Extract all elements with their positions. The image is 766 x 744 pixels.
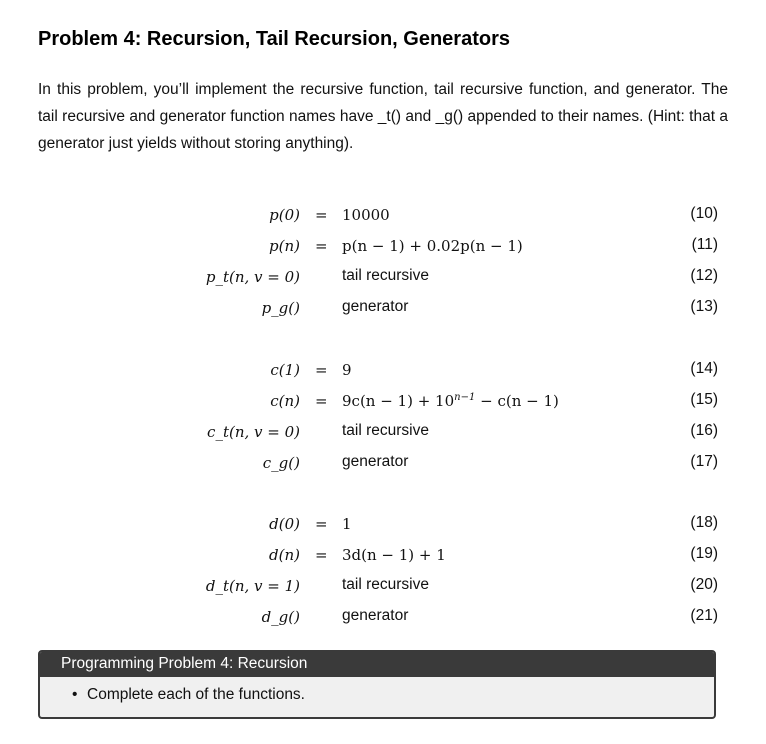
equation-rhs: 9 xyxy=(342,361,352,379)
programming-problem-body xyxy=(40,677,714,719)
equation-lhs: c(n) xyxy=(270,392,300,410)
equation-row xyxy=(0,293,766,324)
equation-rhs: 3d(n − 1) + 1 xyxy=(342,546,446,564)
equation-lhs: d_g() xyxy=(261,608,300,626)
programming-problem-header: Programming Problem 4: Recursion xyxy=(40,652,714,677)
equation-lhs: d(0) xyxy=(269,515,300,533)
equation-row xyxy=(0,602,766,633)
equation-rhs-rest: − c(n − 1) xyxy=(475,392,559,410)
equation-lhs: p(n) xyxy=(269,237,300,255)
equation-number: (20) xyxy=(690,576,718,593)
equation-number: (10) xyxy=(690,205,718,222)
equation-row xyxy=(0,231,766,262)
equation-number: (15) xyxy=(690,391,718,408)
equation-lhs: c_t(n, v = 0) xyxy=(207,423,300,441)
bullet-icon: • xyxy=(72,686,78,703)
equation-relation: = xyxy=(315,361,328,379)
programming-problem-box xyxy=(38,650,716,719)
equation-relation: = xyxy=(315,515,328,533)
equation-number: (19) xyxy=(690,545,718,562)
equation-row xyxy=(0,386,766,417)
equation-row xyxy=(0,571,766,602)
equation-rhs: tail recursive xyxy=(342,422,429,439)
equation-row xyxy=(0,509,766,540)
equation-number: (16) xyxy=(690,422,718,439)
equation-lhs: p_g() xyxy=(261,299,300,317)
problem-title: Problem 4: Recursion, Tail Recursion, Generators xyxy=(38,28,510,50)
equation-number: (11) xyxy=(691,236,718,253)
equation-row xyxy=(0,262,766,293)
equation-lhs: p_t(n, v = 0) xyxy=(205,268,300,286)
equation-number: (17) xyxy=(690,453,718,470)
equation-row xyxy=(0,448,766,479)
equation-rhs-exponent: n−1 xyxy=(454,392,476,403)
equation-rhs: 1 xyxy=(342,515,352,533)
equation-relation: = xyxy=(315,546,328,564)
equation-lhs: c_g() xyxy=(262,454,300,472)
equation-rhs: tail recursive xyxy=(342,267,429,284)
equation-relation: = xyxy=(315,237,328,255)
list-item-text: Complete each of the functions. xyxy=(87,686,305,703)
equation-rhs: generator xyxy=(342,453,409,470)
equation-number: (18) xyxy=(690,514,718,531)
equation-lhs: c(1) xyxy=(270,361,300,379)
equation-number: (13) xyxy=(690,298,718,315)
equation-rhs-base: 9c(n − 1) + 10 xyxy=(342,392,455,410)
equation-number: (12) xyxy=(690,267,718,284)
list-item xyxy=(72,686,305,704)
equation-lhs: d(n) xyxy=(269,546,300,564)
equation-number: (21) xyxy=(690,607,718,624)
equation-relation: = xyxy=(315,206,328,224)
equation-rhs xyxy=(342,392,559,410)
problem-intro: In this problem, you’ll implement the recursive function, tail recursive function, and generator. The tail recursive and generator function names have _t() and _g() appended to their names. (Hint: that a generator just yields without storing anything). xyxy=(38,81,728,152)
equation-number: (14) xyxy=(690,360,718,377)
equation-rhs: p(n − 1) + 0.02p(n − 1) xyxy=(342,237,523,255)
equation-row xyxy=(0,355,766,386)
equation-row xyxy=(0,200,766,231)
equation-rhs: generator xyxy=(342,607,409,624)
equation-row xyxy=(0,540,766,571)
equation-rhs: tail recursive xyxy=(342,576,429,593)
equation-rhs: generator xyxy=(342,298,409,315)
equation-row xyxy=(0,417,766,448)
equation-rhs: 10000 xyxy=(342,206,390,224)
equation-lhs: p(0) xyxy=(269,206,300,224)
equation-relation: = xyxy=(315,392,328,410)
equation-lhs: d_t(n, v = 1) xyxy=(205,577,300,595)
